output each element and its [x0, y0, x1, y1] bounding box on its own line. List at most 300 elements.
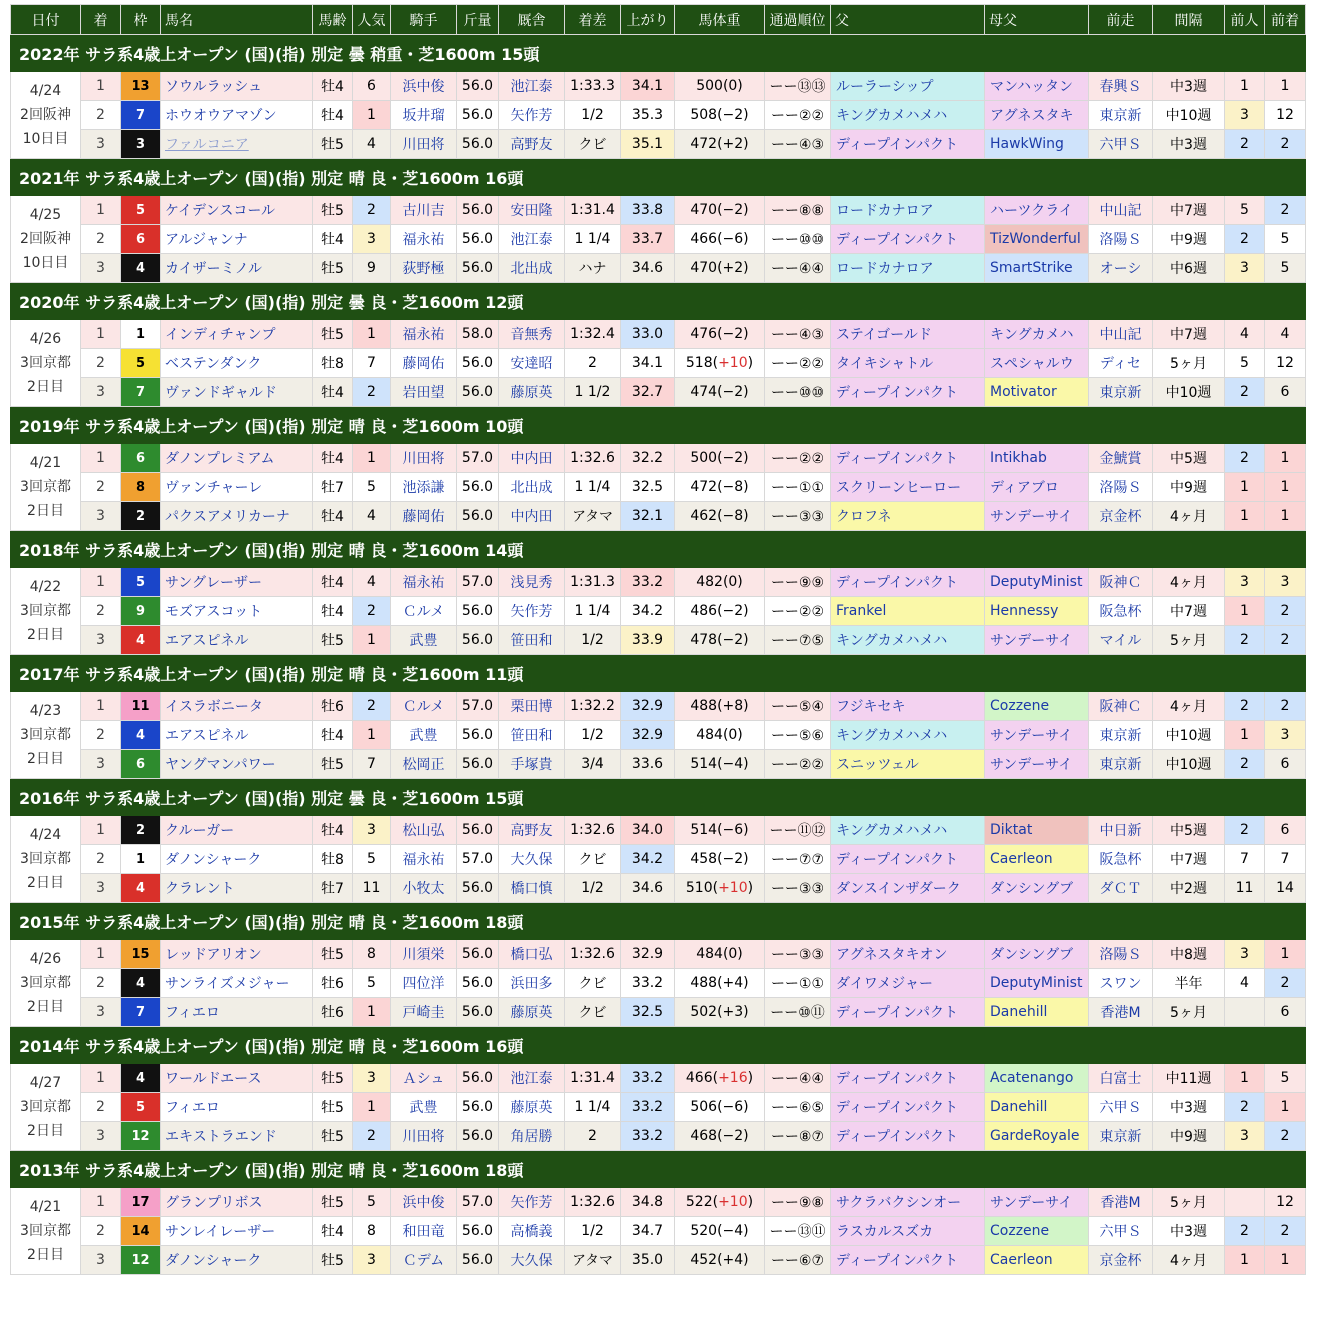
trainer-link[interactable]: 安達昭 — [499, 349, 565, 378]
body-weight: 484(0) — [675, 940, 765, 969]
sire-link[interactable]: ディープインパクト — [831, 378, 985, 407]
previous-race-link[interactable]: マイル — [1089, 626, 1153, 655]
previous-race-link[interactable]: 洛陽Ｓ — [1089, 473, 1153, 502]
previous-race-link[interactable]: 阪神Ｃ — [1089, 692, 1153, 721]
horse-name-link[interactable]: ケイデンスコール — [161, 196, 313, 225]
body-weight: 506(−6) — [675, 1093, 765, 1122]
broodmare-sire-link[interactable]: TizWonderful — [985, 225, 1089, 254]
table-header-row — [11, 5, 1306, 35]
horse-name-link[interactable]: フィエロ — [161, 998, 313, 1027]
column-header[interactable]: 斤量 — [457, 5, 499, 35]
column-header[interactable]: 父 — [831, 5, 985, 35]
broodmare-sire-link[interactable]: ハーツクライ — [985, 196, 1089, 225]
broodmare-sire-link[interactable]: Cozzene — [985, 692, 1089, 721]
sire-link[interactable]: キングカメハメハ — [831, 721, 985, 750]
previous-race-link[interactable]: 洛陽Ｓ — [1089, 225, 1153, 254]
trainer-link[interactable]: 池江泰 — [499, 1064, 565, 1093]
sire-link[interactable]: ディープインパクト — [831, 130, 985, 159]
horse-name-link[interactable]: ダノンシャーク — [161, 845, 313, 874]
horse-age: 牡4 — [313, 1217, 353, 1246]
last-3f: 33.2 — [621, 1064, 675, 1093]
previous-finish: 6 — [1265, 378, 1306, 407]
sire-link[interactable]: ラスカルスズカ — [831, 1217, 985, 1246]
previous-race-link[interactable]: 六甲Ｓ — [1089, 1217, 1153, 1246]
sire-link[interactable]: ロードカナロア — [831, 196, 985, 225]
previous-race-link[interactable]: 白富士 — [1089, 1064, 1153, 1093]
last-3f: 32.1 — [621, 502, 675, 531]
horse-name-link[interactable]: フィエロ — [161, 1093, 313, 1122]
jockey-link[interactable]: Ｃルメ — [391, 692, 457, 721]
jockey-link[interactable]: 荻野極 — [391, 254, 457, 283]
column-header[interactable]: 母父 — [985, 5, 1089, 35]
jockey-link[interactable]: 藤岡佑 — [391, 502, 457, 531]
weight-change: +10 — [718, 355, 748, 371]
sire-link[interactable]: ロードカナロア — [831, 254, 985, 283]
horse-name-link[interactable]: ヴァンドギャルド — [161, 378, 313, 407]
sire-link[interactable]: ルーラーシップ — [831, 72, 985, 101]
margin: 3/4 — [565, 750, 621, 779]
trainer-link[interactable]: 高野友 — [499, 130, 565, 159]
broodmare-sire-link[interactable]: Diktat — [985, 816, 1089, 845]
horse-name-link[interactable]: クルーガー — [161, 816, 313, 845]
jockey-link[interactable]: 武豊 — [391, 626, 457, 655]
body-weight: 478(−2) — [675, 626, 765, 655]
trainer-link[interactable]: 音無秀 — [499, 320, 565, 349]
post-number-badge: 6 — [121, 225, 161, 254]
trainer-link[interactable]: 中内田 — [499, 502, 565, 531]
jockey-link[interactable]: 川田将 — [391, 130, 457, 159]
sire-link[interactable]: アグネスタキオン — [831, 940, 985, 969]
interval: 中11週 — [1153, 1064, 1225, 1093]
passing-order: ーー⑦⑦ — [765, 845, 831, 874]
race-title: 2019年 サラ系4歳上オープン (国)(指) 別定 晴 良・芝1600m 10頭 — [11, 407, 1306, 444]
passing-order: ーー⑬⑬ — [765, 72, 831, 101]
previous-popularity: 1 — [1225, 721, 1265, 750]
trainer-link[interactable]: 藤原英 — [499, 378, 565, 407]
jockey-link[interactable]: 福永祐 — [391, 225, 457, 254]
finish-position: 3 — [81, 502, 121, 531]
broodmare-sire-link[interactable]: HawkWing — [985, 130, 1089, 159]
trainer-link[interactable]: 浅見秀 — [499, 568, 565, 597]
jockey-link[interactable]: Ｃルメ — [391, 597, 457, 626]
table-row — [11, 1217, 1306, 1246]
trainer-link[interactable]: 浜田多 — [499, 969, 565, 998]
broodmare-sire-link[interactable]: サンデーサイ — [985, 750, 1089, 779]
interval: 中7週 — [1153, 320, 1225, 349]
last-3f: 33.2 — [621, 568, 675, 597]
horse-name-link[interactable]: ワールドエース — [161, 1064, 313, 1093]
horse-age: 牡4 — [313, 225, 353, 254]
horse-name-link[interactable]: エアスピネル — [161, 721, 313, 750]
trainer-link[interactable]: 角居勝 — [499, 1122, 565, 1151]
post-number-badge: 17 — [121, 1188, 161, 1217]
margin: 1:32.6 — [565, 444, 621, 473]
previous-popularity: 1 — [1225, 502, 1265, 531]
interval: 中2週 — [1153, 874, 1225, 903]
horse-name-link[interactable]: サンライズメジャー — [161, 969, 313, 998]
sire-link[interactable]: ディープインパクト — [831, 1122, 985, 1151]
horse-age: 牡4 — [313, 101, 353, 130]
body-weight: 520(−4) — [675, 1217, 765, 1246]
sire-link[interactable]: タイキシャトル — [831, 349, 985, 378]
column-header[interactable]: 馬名 — [161, 5, 313, 35]
sire-link[interactable]: Frankel — [831, 597, 985, 626]
margin: 1/2 — [565, 101, 621, 130]
sire-link[interactable]: スクリーンヒーロー — [831, 473, 985, 502]
horse-name-link[interactable]: レッドアリオン — [161, 940, 313, 969]
horse-name-link[interactable]: グランプリボス — [161, 1188, 313, 1217]
jockey-link[interactable]: 武豊 — [391, 1093, 457, 1122]
last-3f: 32.9 — [621, 721, 675, 750]
weight-carried: 56.0 — [457, 1246, 499, 1275]
jockey-link[interactable]: 浜中俊 — [391, 72, 457, 101]
jockey-link[interactable]: 四位洋 — [391, 969, 457, 998]
jockey-link[interactable]: 古川吉 — [391, 196, 457, 225]
previous-race-link[interactable]: 中山記 — [1089, 196, 1153, 225]
previous-popularity: 5 — [1225, 349, 1265, 378]
popularity: 5 — [353, 473, 391, 502]
jockey-link[interactable]: 池添謙 — [391, 473, 457, 502]
previous-race-link[interactable]: 東京新 — [1089, 378, 1153, 407]
sire-link[interactable]: ダンスインザダーク — [831, 874, 985, 903]
horse-name-link[interactable]: ベステンダンク — [161, 349, 313, 378]
body-weight: 486(−2) — [675, 597, 765, 626]
horse-name-link[interactable]: エキストラエンド — [161, 1122, 313, 1151]
trainer-link[interactable]: 高橋義 — [499, 1217, 565, 1246]
jockey-link[interactable]: 岩田望 — [391, 378, 457, 407]
margin: 1/2 — [565, 626, 621, 655]
previous-race-link[interactable]: 阪神Ｃ — [1089, 568, 1153, 597]
jockey-link[interactable]: 川須栄 — [391, 940, 457, 969]
table-row — [11, 502, 1306, 531]
interval: 4ヶ月 — [1153, 1246, 1225, 1275]
previous-race-link[interactable]: 中日新 — [1089, 816, 1153, 845]
previous-race-link[interactable]: 京金杯 — [1089, 502, 1153, 531]
sire-link[interactable]: キングカメハメハ — [831, 626, 985, 655]
sire-link[interactable]: ステイゴールド — [831, 320, 985, 349]
jockey-link[interactable]: 武豊 — [391, 721, 457, 750]
margin: 1:32.6 — [565, 940, 621, 969]
column-header[interactable]: 前着 — [1265, 5, 1306, 35]
finish-position: 3 — [81, 1246, 121, 1275]
sire-link[interactable]: ディープインパクト — [831, 1064, 985, 1093]
weight-carried: 57.0 — [457, 568, 499, 597]
table-row — [11, 72, 1306, 101]
post-number-badge: 7 — [121, 378, 161, 407]
popularity: 11 — [353, 874, 391, 903]
previous-popularity: 2 — [1225, 1217, 1265, 1246]
race-date: 4/26 — [29, 331, 62, 347]
trainer-link[interactable]: 笹田和 — [499, 721, 565, 750]
previous-race-link[interactable]: ダＣＴ — [1089, 874, 1153, 903]
horse-name-link[interactable]: ホウオウアマゾン — [161, 101, 313, 130]
weight-carried: 56.0 — [457, 130, 499, 159]
passing-order: ーー①① — [765, 969, 831, 998]
body-weight: 468(−2) — [675, 1122, 765, 1151]
broodmare-sire-link[interactable]: SmartStrike — [985, 254, 1089, 283]
broodmare-sire-link[interactable]: マンハッタン — [985, 72, 1089, 101]
column-header[interactable]: 馬体重 — [675, 5, 765, 35]
trainer-link[interactable]: 大久保 — [499, 845, 565, 874]
previous-race-link[interactable]: 京金杯 — [1089, 1246, 1153, 1275]
sire-link[interactable]: ディープインパクト — [831, 1093, 985, 1122]
broodmare-sire-link[interactable]: キングカメハ — [985, 320, 1089, 349]
interval: 5ヶ月 — [1153, 349, 1225, 378]
trainer-link[interactable]: 藤原英 — [499, 998, 565, 1027]
previous-race-link[interactable]: 阪急杯 — [1089, 845, 1153, 874]
finish-position: 3 — [81, 378, 121, 407]
previous-race-link[interactable]: 香港M — [1089, 1188, 1153, 1217]
horse-name-link[interactable]: インディチャンプ — [161, 320, 313, 349]
weight-carried: 56.0 — [457, 816, 499, 845]
previous-race-link[interactable]: オーシ — [1089, 254, 1153, 283]
broodmare-sire-link[interactable]: アグネスタキ — [985, 101, 1089, 130]
last-3f: 35.1 — [621, 130, 675, 159]
passing-order: ーー②② — [765, 101, 831, 130]
previous-race-link[interactable]: スワン — [1089, 969, 1153, 998]
column-header[interactable]: 枠 — [121, 5, 161, 35]
previous-finish: 2 — [1265, 597, 1306, 626]
last-3f: 34.7 — [621, 1217, 675, 1246]
broodmare-sire-link[interactable]: Hennessy — [985, 597, 1089, 626]
race-header-row — [11, 1027, 1306, 1064]
column-header[interactable]: 厩舎 — [499, 5, 565, 35]
post-number-badge: 1 — [121, 845, 161, 874]
sire-link[interactable]: ダイワメジャー — [831, 969, 985, 998]
broodmare-sire-link[interactable]: Cozzene — [985, 1217, 1089, 1246]
broodmare-sire-link[interactable]: DeputyMinist — [985, 568, 1089, 597]
body-weight: 472(−8) — [675, 473, 765, 502]
post-number-badge: 3 — [121, 130, 161, 159]
horse-name-link[interactable]: モズアスコット — [161, 597, 313, 626]
broodmare-sire-link[interactable]: Motivator — [985, 378, 1089, 407]
jockey-link[interactable]: 福永祐 — [391, 320, 457, 349]
trainer-link[interactable]: 高野友 — [499, 816, 565, 845]
column-header[interactable]: 着 — [81, 5, 121, 35]
horse-age: 牡6 — [313, 969, 353, 998]
column-header[interactable]: 日付 — [11, 5, 81, 35]
broodmare-sire-link[interactable]: Caerleon — [985, 845, 1089, 874]
previous-race-link[interactable]: 中山記 — [1089, 320, 1153, 349]
previous-race-link[interactable]: 春興Ｓ — [1089, 72, 1153, 101]
sire-link[interactable]: ディープインパクト — [831, 444, 985, 473]
horse-name-link[interactable]: サンレイレーザー — [161, 1217, 313, 1246]
sire-link[interactable]: クロフネ — [831, 502, 985, 531]
last-3f: 33.7 — [621, 225, 675, 254]
trainer-link[interactable]: 矢作芳 — [499, 101, 565, 130]
sire-link[interactable]: ディープインパクト — [831, 568, 985, 597]
previous-race-link[interactable]: 金鯱賞 — [1089, 444, 1153, 473]
interval: 5ヶ月 — [1153, 1188, 1225, 1217]
horse-name-link[interactable]: パクスアメリカーナ — [161, 502, 313, 531]
weight-carried: 56.0 — [457, 597, 499, 626]
race-venue: 3回京都 — [20, 479, 71, 495]
previous-finish: 1 — [1265, 72, 1306, 101]
jockey-link[interactable]: 和田竜 — [391, 1217, 457, 1246]
last-3f: 33.2 — [621, 1093, 675, 1122]
horse-age: 牡4 — [313, 502, 353, 531]
previous-popularity: 7 — [1225, 845, 1265, 874]
jockey-link[interactable]: 松山弘 — [391, 816, 457, 845]
table-row — [11, 721, 1306, 750]
previous-race-link[interactable]: 東京新 — [1089, 101, 1153, 130]
trainer-link[interactable]: 笹田和 — [499, 626, 565, 655]
jockey-link[interactable]: 川田将 — [391, 444, 457, 473]
race-venue: 3回京都 — [20, 851, 71, 867]
broodmare-sire-link[interactable]: ダンシングブ — [985, 874, 1089, 903]
post-number-badge: 4 — [121, 626, 161, 655]
sire-link[interactable]: サクラバクシンオー — [831, 1188, 985, 1217]
popularity: 2 — [353, 692, 391, 721]
broodmare-sire-link[interactable]: Intikhab — [985, 444, 1089, 473]
column-header[interactable]: 騎手 — [391, 5, 457, 35]
weight-carried: 56.0 — [457, 1093, 499, 1122]
popularity: 2 — [353, 378, 391, 407]
horse-name-link[interactable]: アルジャンナ — [161, 225, 313, 254]
broodmare-sire-link[interactable]: サンデーサイ — [985, 1188, 1089, 1217]
table-row — [11, 1093, 1306, 1122]
trainer-link[interactable]: 栗田博 — [499, 692, 565, 721]
trainer-link[interactable]: 橋口慎 — [499, 874, 565, 903]
trainer-link[interactable]: 中内田 — [499, 444, 565, 473]
interval: 中5週 — [1153, 444, 1225, 473]
horse-name-link[interactable]: カイザーミノル — [161, 254, 313, 283]
horse-name-link[interactable]: ヴァンチャーレ — [161, 473, 313, 502]
previous-popularity: 2 — [1225, 626, 1265, 655]
jockey-link[interactable]: Ｃデム — [391, 1246, 457, 1275]
margin: 1 1/4 — [565, 597, 621, 626]
jockey-link[interactable]: 戸崎圭 — [391, 998, 457, 1027]
column-header[interactable]: 馬齢 — [313, 5, 353, 35]
column-header[interactable]: 前走 — [1089, 5, 1153, 35]
horse-name-link[interactable]: エアスピネル — [161, 626, 313, 655]
previous-race-link[interactable]: 六甲Ｓ — [1089, 130, 1153, 159]
margin: 1 1/4 — [565, 473, 621, 502]
interval: 5ヶ月 — [1153, 626, 1225, 655]
horse-name-link[interactable]: ファルコニア — [161, 130, 313, 159]
column-header[interactable]: 上がり — [621, 5, 675, 35]
horse-age: 牡5 — [313, 1188, 353, 1217]
weight-change: +16 — [718, 1070, 748, 1086]
last-3f: 33.9 — [621, 626, 675, 655]
jockey-link[interactable]: 松岡正 — [391, 750, 457, 779]
post-number-badge: 1 — [121, 320, 161, 349]
horse-name-link[interactable]: ヤングマンパワー — [161, 750, 313, 779]
broodmare-sire-link[interactable]: サンデーサイ — [985, 626, 1089, 655]
jockey-link[interactable]: 藤岡佑 — [391, 349, 457, 378]
table-row — [11, 692, 1306, 721]
sire-link[interactable]: フジキセキ — [831, 692, 985, 721]
horse-name-link[interactable]: イスラボニータ — [161, 692, 313, 721]
horse-name-link[interactable]: クラレント — [161, 874, 313, 903]
column-header[interactable]: 通過順位 — [765, 5, 831, 35]
jockey-link[interactable]: 浜中俊 — [391, 1188, 457, 1217]
broodmare-sire-link[interactable]: ダンシングブ — [985, 940, 1089, 969]
sire-link[interactable]: キングカメハメハ — [831, 816, 985, 845]
trainer-link[interactable]: 橋口弘 — [499, 940, 565, 969]
sire-link[interactable]: スニッツェル — [831, 750, 985, 779]
jockey-link[interactable]: 川田将 — [391, 1122, 457, 1151]
horse-name-link[interactable]: ダノンプレミアム — [161, 444, 313, 473]
broodmare-sire-link[interactable]: ディアブロ — [985, 473, 1089, 502]
previous-finish: 4 — [1265, 320, 1306, 349]
race-header-row — [11, 903, 1306, 940]
broodmare-sire-link[interactable]: DeputyMinist — [985, 969, 1089, 998]
margin: 1/2 — [565, 1217, 621, 1246]
jockey-link[interactable]: 福永祐 — [391, 568, 457, 597]
trainer-link[interactable]: 大久保 — [499, 1246, 565, 1275]
race-date-cell — [11, 196, 81, 283]
trainer-link[interactable]: 矢作芳 — [499, 1188, 565, 1217]
column-header[interactable]: 人気 — [353, 5, 391, 35]
jockey-link[interactable]: 坂井瑠 — [391, 101, 457, 130]
table-row — [11, 1188, 1306, 1217]
column-header[interactable]: 前人 — [1225, 5, 1265, 35]
jockey-link[interactable]: 福永祐 — [391, 845, 457, 874]
previous-race-link[interactable]: 東京新 — [1089, 750, 1153, 779]
broodmare-sire-link[interactable]: Acatenango — [985, 1064, 1089, 1093]
sire-link[interactable]: ディープインパクト — [831, 998, 985, 1027]
weight-carried: 57.0 — [457, 845, 499, 874]
previous-finish: 1 — [1265, 502, 1306, 531]
broodmare-sire-link[interactable]: GardeRoyale — [985, 1122, 1089, 1151]
broodmare-sire-link[interactable]: Danehill — [985, 998, 1089, 1027]
table-row — [11, 378, 1306, 407]
race-header-row — [11, 655, 1306, 692]
previous-race-link[interactable]: 東京新 — [1089, 721, 1153, 750]
previous-race-link[interactable]: 六甲Ｓ — [1089, 1093, 1153, 1122]
trainer-link[interactable]: 矢作芳 — [499, 597, 565, 626]
broodmare-sire-link[interactable]: サンデーサイ — [985, 721, 1089, 750]
horse-age: 牡5 — [313, 940, 353, 969]
previous-race-link[interactable]: ディセ — [1089, 349, 1153, 378]
horse-name-link[interactable]: サングレーザー — [161, 568, 313, 597]
trainer-link[interactable]: 北出成 — [499, 473, 565, 502]
trainer-link[interactable]: 藤原英 — [499, 1093, 565, 1122]
previous-race-link[interactable]: 阪急杯 — [1089, 597, 1153, 626]
jockey-link[interactable]: Ａシュ — [391, 1064, 457, 1093]
race-header-row — [11, 531, 1306, 568]
previous-race-link[interactable]: 東京新 — [1089, 1122, 1153, 1151]
sire-link[interactable]: キングカメハメハ — [831, 101, 985, 130]
previous-race-link[interactable]: 洛陽Ｓ — [1089, 940, 1153, 969]
trainer-link[interactable]: 安田隆 — [499, 196, 565, 225]
column-header[interactable]: 間隔 — [1153, 5, 1225, 35]
weight-carried: 56.0 — [457, 1122, 499, 1151]
sire-link[interactable]: ディープインパクト — [831, 845, 985, 874]
horse-name-link[interactable]: ダノンシャーク — [161, 1246, 313, 1275]
previous-finish: 12 — [1265, 101, 1306, 130]
sire-link[interactable]: ディープインパクト — [831, 225, 985, 254]
broodmare-sire-link[interactable]: Danehill — [985, 1093, 1089, 1122]
broodmare-sire-link[interactable]: サンデーサイ — [985, 502, 1089, 531]
column-header[interactable]: 着差 — [565, 5, 621, 35]
trainer-link[interactable]: 池江泰 — [499, 225, 565, 254]
last-3f: 34.8 — [621, 1188, 675, 1217]
jockey-link[interactable]: 小牧太 — [391, 874, 457, 903]
broodmare-sire-link[interactable]: スペシャルウ — [985, 349, 1089, 378]
trainer-link[interactable]: 北出成 — [499, 254, 565, 283]
sire-link[interactable]: ディープインパクト — [831, 1246, 985, 1275]
previous-race-link[interactable]: 香港M — [1089, 998, 1153, 1027]
trainer-link[interactable]: 手塚貴 — [499, 750, 565, 779]
post-number-badge: 6 — [121, 750, 161, 779]
trainer-link[interactable]: 池江泰 — [499, 72, 565, 101]
broodmare-sire-link[interactable]: Caerleon — [985, 1246, 1089, 1275]
horse-name-link[interactable]: ソウルラッシュ — [161, 72, 313, 101]
previous-finish: 14 — [1265, 874, 1306, 903]
popularity: 8 — [353, 940, 391, 969]
